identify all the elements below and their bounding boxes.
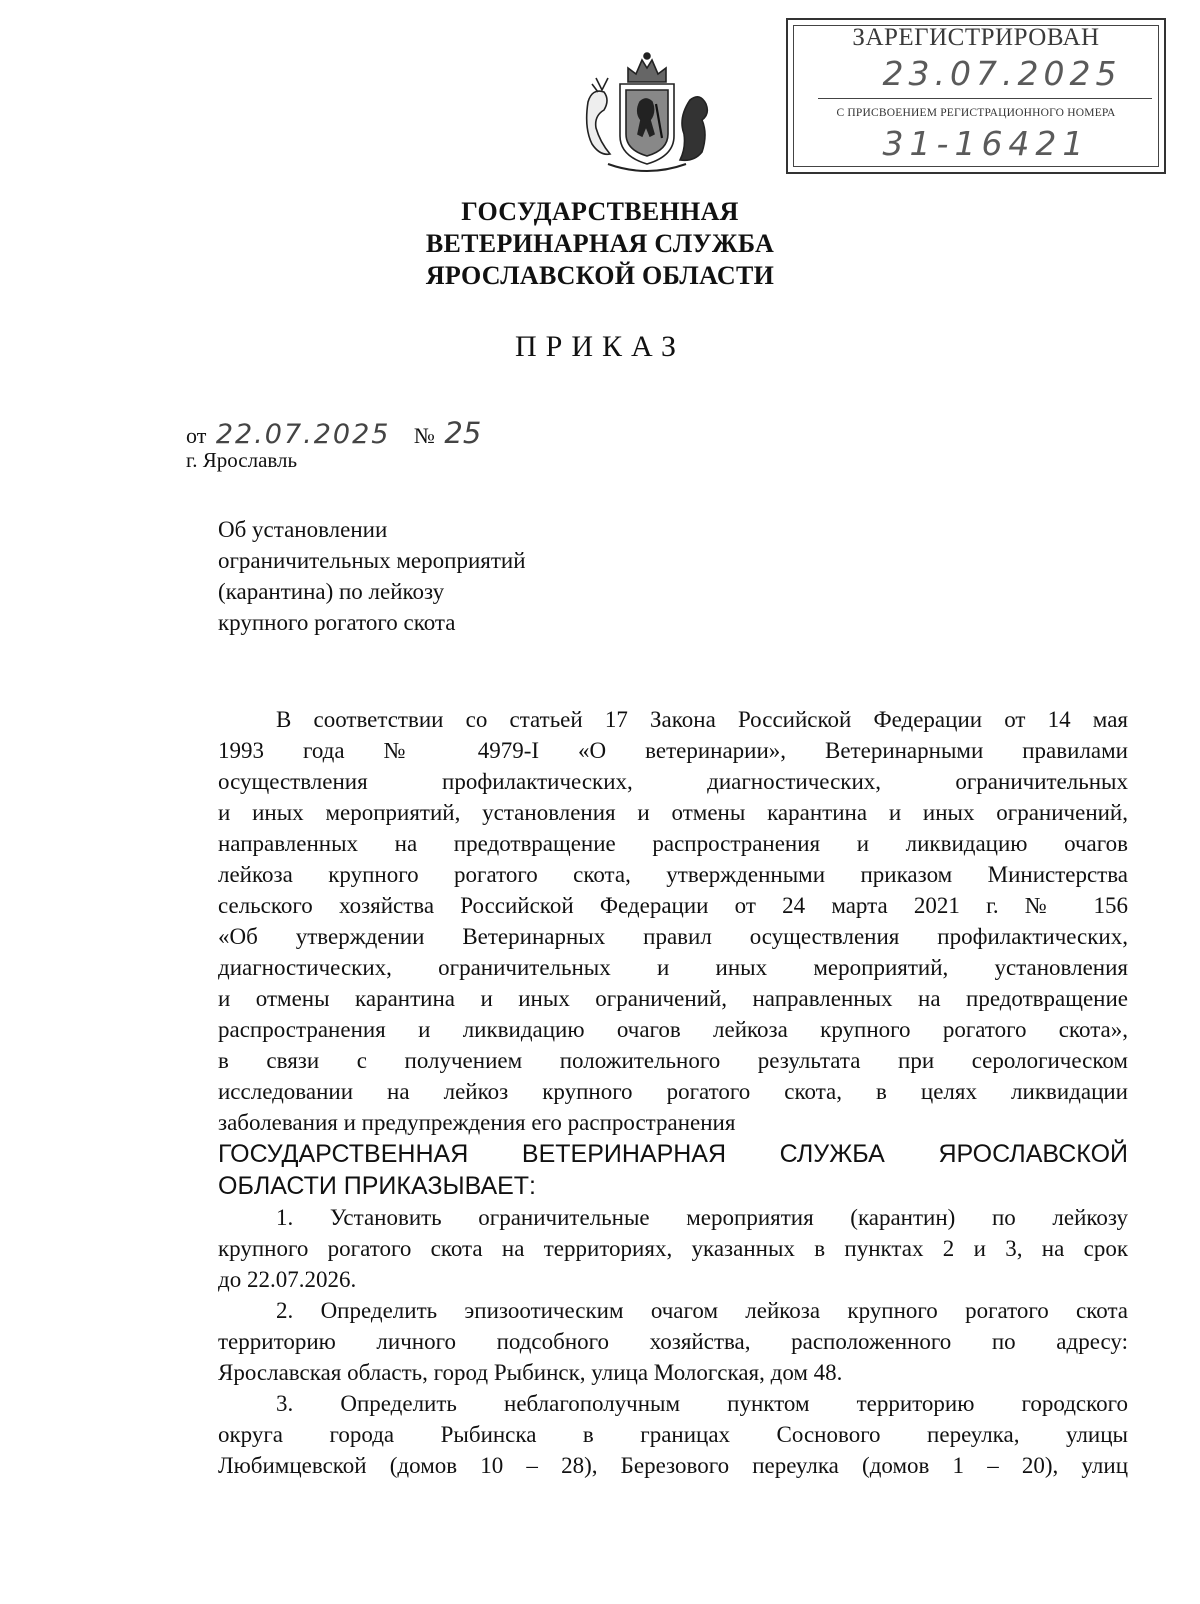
order-subject xyxy=(218,514,526,638)
coat-of-arms-icon xyxy=(578,48,716,176)
handwritten-order-number: 25 xyxy=(444,416,482,450)
stamp-subtitle: С ПРИСВОЕНИЕМ РЕГИСТРАЦИОННОГО НОМЕРА xyxy=(836,107,1116,119)
stamp-handwritten-number: 31-16421 xyxy=(882,124,1090,163)
document-type-title: ПРИКАЗ xyxy=(515,330,685,363)
text-line: и отмены карантина и иных ограничений, направленных на предотвращение xyxy=(218,986,1128,1011)
text-line: и иных мероприятий, установления и отмены карантина и иных ограничений, xyxy=(218,800,1128,825)
org-name-line: ЯРОСЛАВСКОЙ ОБЛАСТИ xyxy=(425,261,775,290)
order-item-3 xyxy=(218,1388,1128,1481)
text-line: Любимцевской (домов 10 – 28), Березового переулка (домов 1 – 20), улиц xyxy=(218,1453,1128,1478)
text-line: распространения и ликвидацию очагов лейкоза крупного рогатого скота», xyxy=(218,1017,1128,1042)
stamp-divider xyxy=(818,98,1152,99)
text-line: «Об утверждении Ветеринарных правил осуществления профилактических, xyxy=(218,924,1128,949)
text-line: в связи с получением положительного результата при серологическом xyxy=(218,1048,1128,1073)
text-line: сельского хозяйства Российской Федерации от 24 марта 2021 г. № 156 xyxy=(218,893,1128,918)
org-name-line: ГОСУДАРСТВЕННАЯ xyxy=(461,197,739,226)
org-name-line: ВЕТЕРИНАРНАЯ СЛУЖБА xyxy=(425,229,775,258)
text-line: 3. Определить неблагополучным пунктом территорию городского xyxy=(276,1391,1128,1416)
text-line: Ярославская область, город Рыбинск, улица Мологская, дом 48. xyxy=(218,1360,843,1385)
orders-heading xyxy=(218,1138,1128,1202)
preamble-paragraph xyxy=(218,704,1128,1138)
order-item-2 xyxy=(218,1295,1128,1388)
registration-stamp xyxy=(786,18,1166,174)
text-line: диагностических, ограничительных и иных мероприятий, установления xyxy=(218,955,1128,980)
text-line: округа города Рыбинска в границах Соснового переулка, улицы xyxy=(218,1422,1128,1447)
number-prefix: № xyxy=(413,423,435,448)
stamp-title: ЗАРЕГИСТРИРОВАН xyxy=(852,24,1100,51)
text-line: крупного рогатого скота на территориях, указанных в пунктах 2 и 3, на срок xyxy=(218,1236,1128,1261)
stamp-handwritten-date: 23.07.2025 xyxy=(882,54,1122,93)
text-line: до 22.07.2026. xyxy=(218,1267,357,1292)
text-line: территорию личного подсобного хозяйства, расположенного по адресу: xyxy=(218,1329,1128,1354)
text-line: 1. Установить ограничительные мероприятия (карантин) по лейкозу xyxy=(276,1205,1128,1230)
text-line: лейкоза крупного рогатого скота, утвержденными приказом Министерства xyxy=(218,862,1128,887)
text-line: направленных на предотвращение распространения и ликвидацию очагов xyxy=(218,831,1128,856)
stamp-divider xyxy=(818,166,1152,167)
text-line: заболевания и предупреждения его распространения xyxy=(218,1110,736,1135)
subject-line: Об установлении xyxy=(218,517,388,542)
text-line: осуществления профилактических, диагностических, ограничительных xyxy=(218,769,1128,794)
city: г. Ярославль xyxy=(186,448,298,472)
order-date-number xyxy=(186,416,481,450)
text-line: 2. Определить эпизоотическим очагом лейкоза крупного рогатого скота xyxy=(276,1298,1128,1323)
order-body xyxy=(218,704,1128,1481)
text-line: ОБЛАСТИ ПРИКАЗЫВАЕТ: xyxy=(218,1172,537,1200)
handwritten-order-date: 22.07.2025 xyxy=(215,419,391,450)
text-line: 1993 года № 4979-I «О ветеринарии», Ветеринарными правилами xyxy=(218,738,1128,763)
text-line: ГОСУДАРСТВЕННАЯ ВЕТЕРИНАРНАЯ СЛУЖБА ЯРОСЛАВСКОЙ xyxy=(218,1140,1128,1168)
subject-line: крупного рогатого скота xyxy=(218,610,456,635)
date-prefix: от xyxy=(186,423,207,448)
subject-line: (карантина) по лейкозу xyxy=(218,579,445,604)
subject-line: ограничительных мероприятий xyxy=(218,548,526,573)
text-line: В соответствии со статьей 17 Закона Российской Федерации от 14 мая xyxy=(276,707,1128,732)
text-line: исследовании на лейкоз крупного рогатого скота, в целях ликвидации xyxy=(218,1079,1128,1104)
order-item-1 xyxy=(218,1202,1128,1295)
